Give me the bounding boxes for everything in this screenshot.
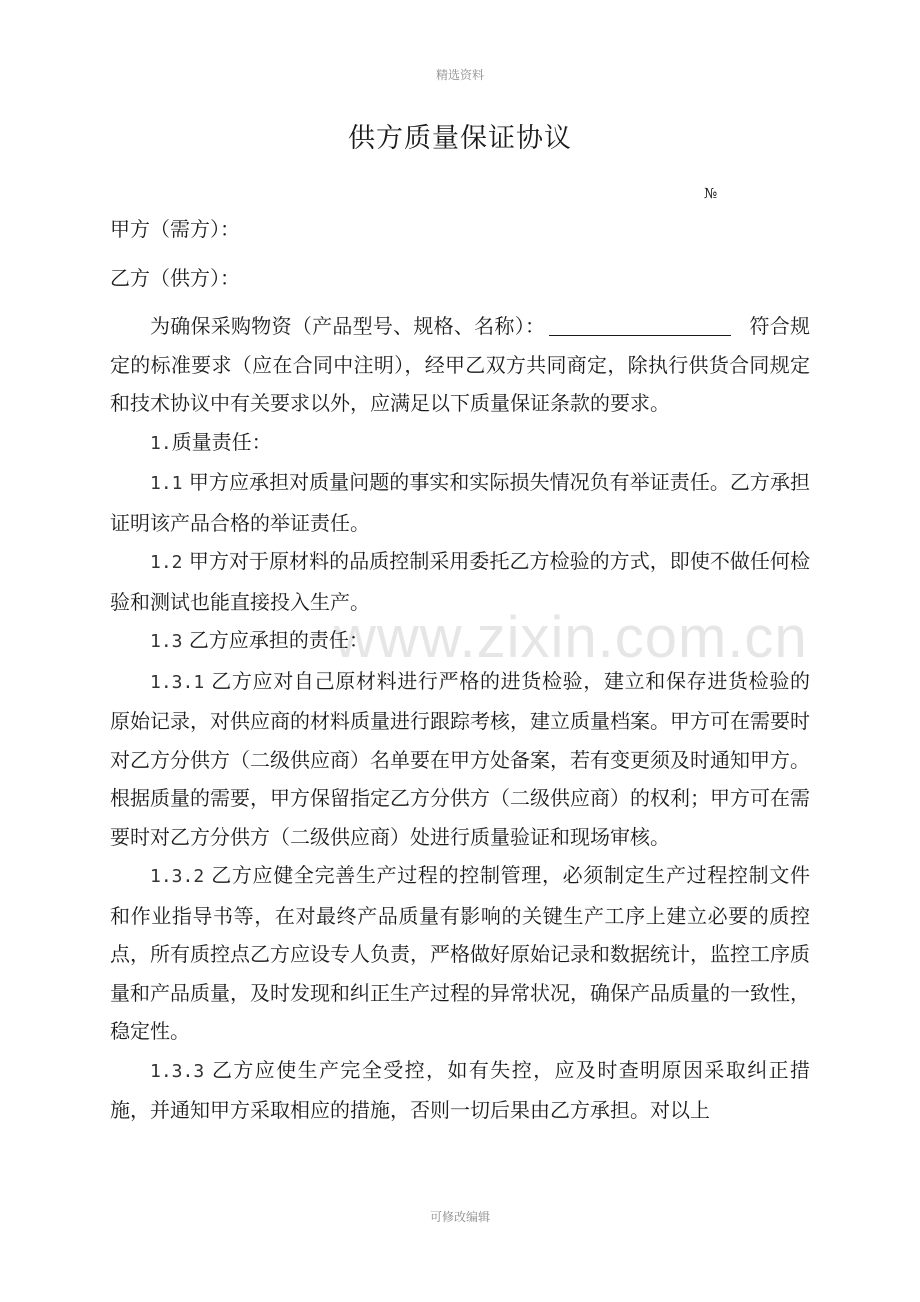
- party-b-line: 乙方（供方）：: [110, 265, 240, 290]
- intro-paragraph: [110, 307, 810, 423]
- clause-number: 1.2: [150, 552, 183, 573]
- clause-number: 1.1: [150, 473, 183, 494]
- clause-1: [110, 423, 810, 464]
- page-footer-note: 可修改编辑: [429, 1210, 490, 1224]
- page-header-note: 精选资料: [435, 68, 484, 82]
- clause-1-3-1: [110, 662, 810, 857]
- clause-1-2: [110, 542, 810, 621]
- clause-1-3: [110, 621, 810, 662]
- clause-text: 甲方对于原材料的品质控制采用委托乙方检验的方式，即使不做任何检验和测试也能直接投入生产。: [110, 549, 811, 614]
- product-name-blank: [549, 313, 731, 336]
- clause-text: 质量责任：: [171, 429, 272, 454]
- document-body: [110, 210, 810, 1130]
- clause-text: 乙方应对自己原材料进行严格的进货检验，建立和保存进货检验的原始记录，对供应商的材料质量进行跟踪考核，建立质量档案。甲方可在需要时对乙方分供方（二级供应商）名单要在甲方处备案，若有变更须及时通知甲方。根据质量的需要，甲方保留指定乙方分供方（二级供应商）的权利；甲方可在需要时对乙方分供方（二级供应商）处进行质量验证和现场审核。: [110, 668, 811, 849]
- clause-number: 1.3.2: [150, 866, 205, 887]
- clause-text: 乙方应承担的责任：: [188, 628, 369, 652]
- document-title: 供方质量保证协议: [348, 123, 572, 154]
- clause-number: 1.3: [150, 631, 183, 652]
- clause-1-3-2: [110, 856, 810, 1051]
- document-number-label: №: [704, 186, 718, 202]
- watermark: www.zixin.com.cn: [334, 605, 808, 670]
- intro-before-blank: 为确保采购物资（产品型号、规格、名称）：: [150, 314, 546, 338]
- clause-number: 1.3.1: [150, 671, 205, 693]
- party-a-line: 甲方（需方）：: [110, 217, 240, 241]
- intro-after-blank: 符合规定的标准要求（应在合同中注明），经甲乙双方共同商定，除执行供货合同规定和技术协议中有关要求以外，应满足以下质量保证条款的要求。: [110, 314, 811, 415]
- clause-text: 乙方应使生产完全受控，如有失控，应及时查明原因采取纠正措施，并通知甲方采取相应的措施，否则一切后果由乙方承担。对以上: [110, 1057, 811, 1122]
- clause-1-3-3: [110, 1051, 810, 1130]
- clause-number: 1.3.3: [150, 1060, 205, 1082]
- clause-text: 乙方应健全完善生产过程的控制管理，必须制定生产过程控制文件和作业指导书等，在对最终产品质量有影响的关键生产工序上建立必要的质控点，所有质控点乙方应设专人负责，严格做好原始记录和数据统计，监控工序质量和产品质量，及时发现和纠正生产过程的异常状况，确保产品质量的一致性，稳定性。: [110, 863, 811, 1043]
- clause-1-1: [110, 463, 810, 542]
- clause-number: 1.: [150, 432, 172, 454]
- clause-text: 甲方应承担对质量问题的事实和实际损失情况负有举证责任。乙方承担证明该产品合格的举证责任。: [110, 470, 811, 535]
